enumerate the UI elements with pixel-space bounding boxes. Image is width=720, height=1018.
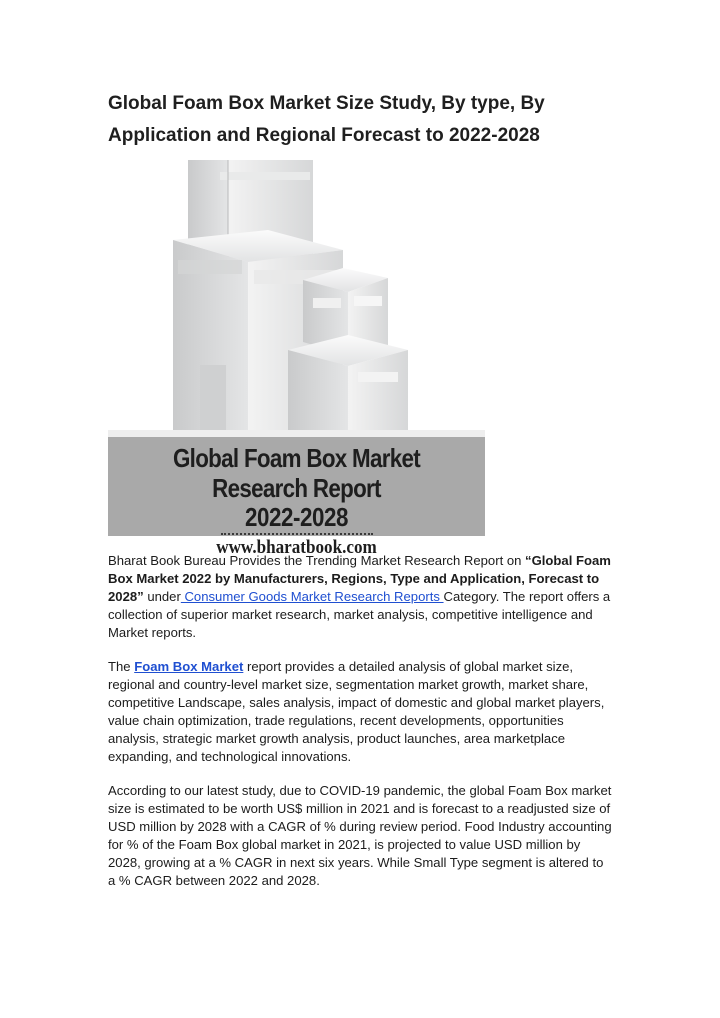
intro-rest-text: Category. The report offers a collection of superior market research, market analysis, competitive intelligence and Market reports. xyxy=(108,589,611,641)
analysis-rest-text: report provides a detailed analysis of global market size, regional and country-level market size, segmentation market growth, market share, competitive Landscape, sales analysis, impact of domestic and global market players, value chain optimization, trade regulations, recent developments, opportunities analysis, strategic market growth analysis, product launches, area marketplace expanding, and technological innovations. xyxy=(108,659,605,765)
study-paragraph: According to our latest study, due to COVID-19 pandemic, the global Foam Box market size is estimated to be worth US$ million in 2021 and is forecast to a readjusted size of USD million by 2028 with a CAGR of % during review period. Food Industry accounting for % of the Foam Box global market in 2021, is projected to value USD million by 2028, growing at a % CAGR in next six years. While Small Type segment is altered to a % CAGR between 2022 and 2028. xyxy=(108,783,612,889)
banner-divider xyxy=(221,533,373,535)
document-title: Global Foam Box Market Size Study, By type, By Application and Regional Forecast to 2022-2028 xyxy=(108,93,545,146)
analysis-paragraph xyxy=(108,658,614,767)
report-name: “Global Foam Box Market 2022 by Manufacturers, Regions, Type and Application, Forecast to 2028” xyxy=(108,553,611,605)
intro-paragraph xyxy=(108,552,614,642)
banner-title: Global Foam Box Market Research Report xyxy=(172,443,421,503)
consumer-goods-category-link[interactable]: Consumer Goods Market Research Reports xyxy=(180,589,444,605)
analysis-start-text: The xyxy=(108,659,135,674)
foam-box-report-image xyxy=(108,160,485,558)
foam-box-market-link[interactable]: Foam Box Market xyxy=(134,659,244,674)
banner-years: 2022-2028 xyxy=(244,502,349,532)
banner-website: www.bharatbook.com xyxy=(216,537,377,558)
under-text: under xyxy=(143,589,181,605)
report-banner xyxy=(108,437,485,558)
intro-text: Bharat Book Bureau Provides the Trending Market Research Report on xyxy=(108,553,526,568)
